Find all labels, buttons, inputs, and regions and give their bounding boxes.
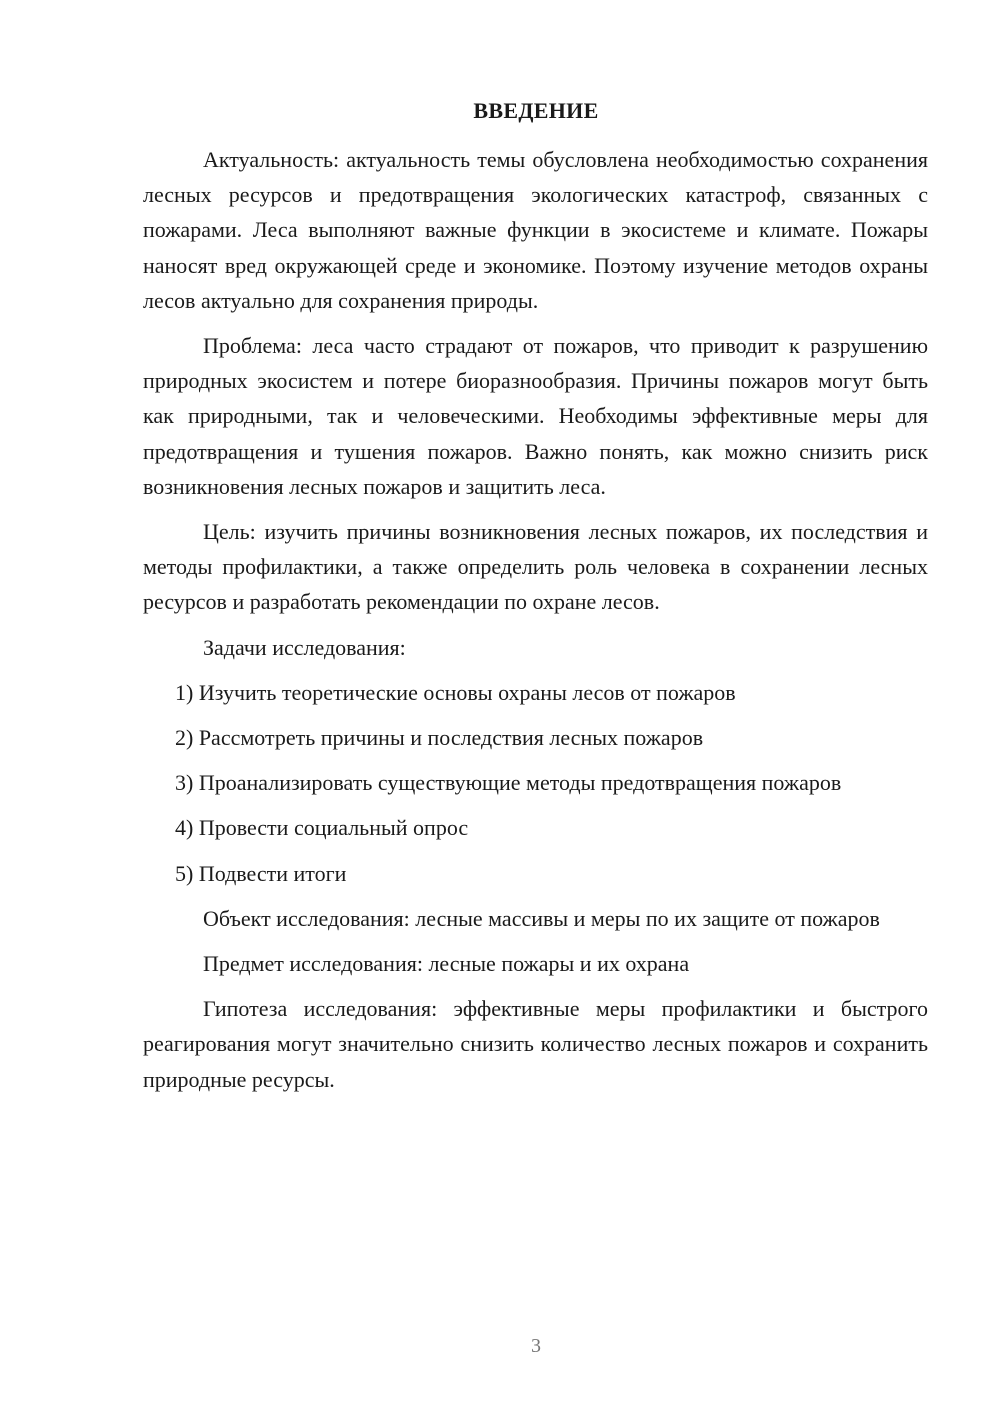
task-item-4: 4) Провести социальный опрос [175, 815, 469, 841]
document-body [143, 142, 928, 1107]
page-title: ВВЕДЕНИЕ [473, 98, 599, 123]
paragraph-problem: Проблема: леса часто страдают от пожаров, что приводит к разрушению природных экосистем и потере биоразнообразия. Причины пожаров могут быть как природными, так и человеческими. Необходимы эффективные меры для предотвращения и тушения пожаров. Важно понять, как можно снизить риск возникновения лесных пожаров и защитить леса. [143, 333, 928, 499]
task-item-5: 5) Подвести итоги [175, 860, 347, 886]
paragraph-goal: Цель: изучить причины возникновения лесных пожаров, их последствия и методы профилактики, а также определить роль человека в сохранении лесных ресурсов и разработать рекомендации по охране лесов. [143, 519, 928, 615]
task-item-2: 2) Рассмотреть причины и последствия лесных пожаров [175, 725, 704, 751]
paragraph-subject: Предмет исследования: лесные пожары и их охрана [203, 951, 690, 977]
paragraph-object: Объект исследования: лесные массивы и меры по их защите от пожаров [203, 905, 880, 931]
paragraph-relevance: Актуальность: актуальность темы обусловлена необходимостью сохранения лесных ресурсов и предотвращения экологических катастроф, связанных с пожарами. Леса выполняют важные функции в экосистеме и климате. Пожары наносят вред окружающей среде и экономике. Поэтому изучение методов охраны лесов актуально для сохранения природы. [143, 147, 928, 313]
task-item-1: 1) Изучить теоретические основы охраны лесов от пожаров [175, 679, 736, 705]
task-item-3: 3) Проанализировать существующие методы предотвращения пожаров [175, 770, 842, 796]
paragraph-hypothesis: Гипотеза исследования: эффективные меры профилактики и быстрого реагирования могут значительно снизить количество лесных пожаров и сохранить природные ресурсы. [143, 996, 928, 1092]
paragraph-tasks-heading: Задачи исследования: [203, 634, 406, 660]
page-number: 3 [531, 1335, 541, 1357]
